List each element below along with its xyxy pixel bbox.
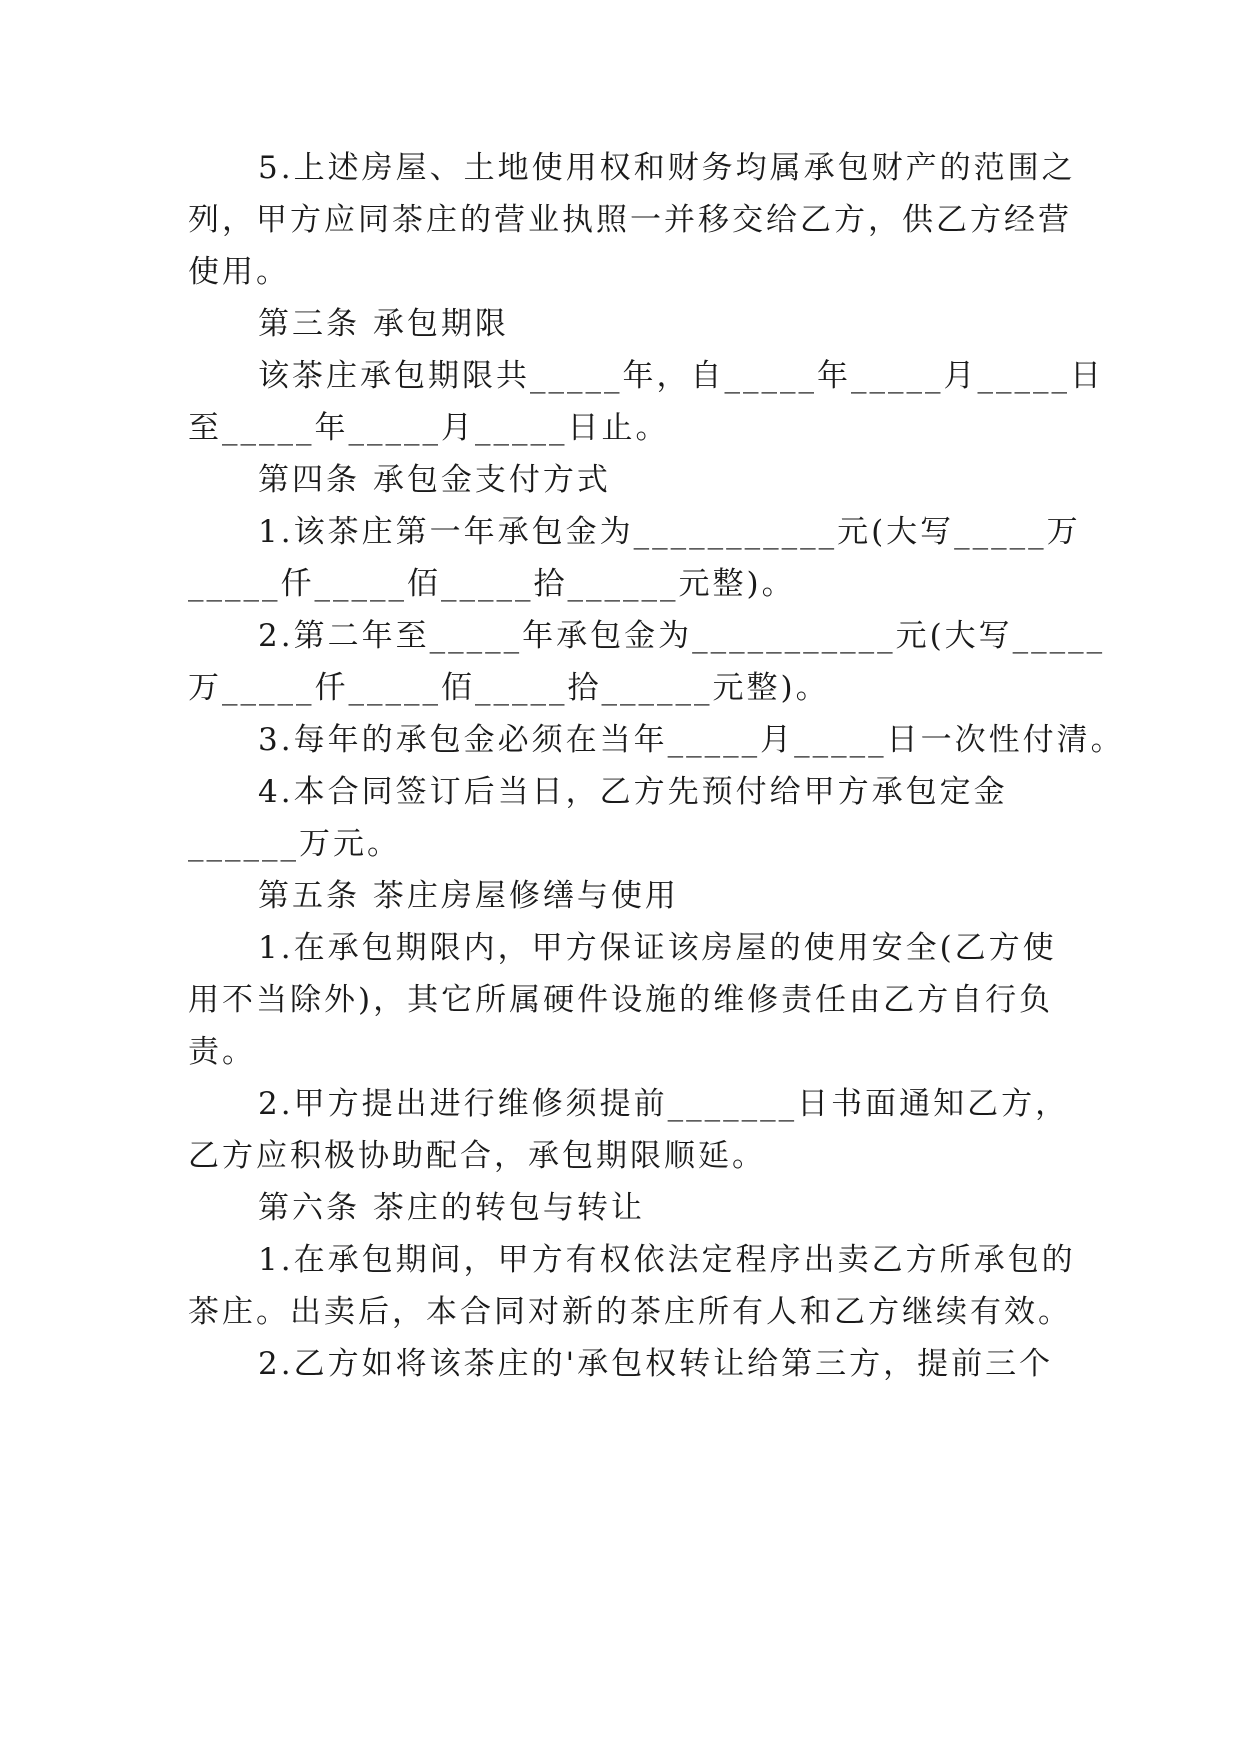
section-heading: 第四条 承包金支付方式 — [258, 462, 611, 498]
text-line: 至_____年_____月_____日止。 — [188, 410, 670, 446]
text-line: 万_____仟_____佰_____拾______元整)。 — [188, 670, 830, 706]
text-line: _____仟_____佰_____拾______元整)。 — [188, 566, 796, 602]
text-line: 用不当除外)，其它所属硬件设施的维修责任由乙方自行负 — [188, 982, 1054, 1018]
text-line: 4.本合同签订后当日，乙方先预付给甲方承包定金 — [258, 774, 1008, 810]
text-line: 3.每年的承包金必须在当年_____月_____日一次性付清。 — [258, 722, 1125, 758]
section-heading: 第五条 茶庄房屋修缮与使用 — [258, 878, 679, 914]
section-heading: 第六条 茶庄的转包与转让 — [258, 1190, 645, 1226]
section-heading: 第三条 承包期限 — [258, 306, 509, 342]
text-line: 5.上述房屋、土地使用权和财务均属承包财产的范围之 — [258, 150, 1076, 186]
text-line: 使用。 — [188, 254, 290, 290]
text-line: 1.该茶庄第一年承包金为___________元(大写_____万 — [258, 514, 1081, 550]
text-line: 2.甲方提出进行维修须提前_______日书面通知乙方， — [258, 1086, 1070, 1122]
text-line: 2.乙方如将该茶庄的'承包权转让给第三方，提前三个 — [258, 1346, 1054, 1382]
text-line: 责。 — [188, 1034, 256, 1070]
text-line: 乙方应积极协助配合，承包期限顺延。 — [188, 1138, 766, 1174]
text-line: 茶庄。出卖后，本合同对新的茶庄所有人和乙方继续有效。 — [188, 1294, 1072, 1330]
text-line: 列，甲方应同茶庄的营业执照一并移交给乙方，供乙方经营 — [188, 202, 1072, 238]
text-line: 1.在承包期限内，甲方保证该房屋的使用安全(乙方使 — [258, 930, 1057, 966]
text-line: 2.第二年至_____年承包金为___________元(大写_____ — [258, 618, 1106, 654]
text-line: ______万元。 — [188, 826, 401, 862]
text-line: 1.在承包期间，甲方有权依法定程序出卖乙方所承包的 — [258, 1242, 1076, 1278]
text-line: 该茶庄承包期限共_____年，自_____年_____月_____日 — [258, 358, 1104, 394]
